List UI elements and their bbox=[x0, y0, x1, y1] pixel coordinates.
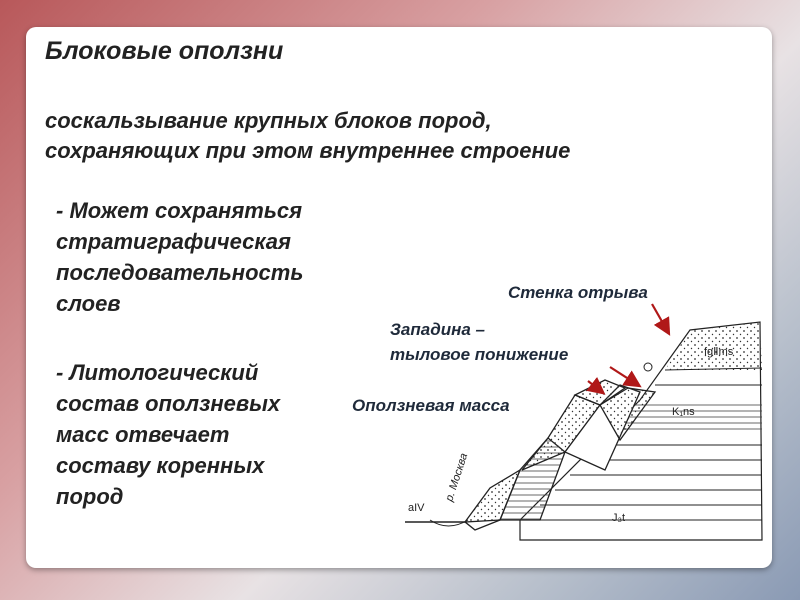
slide-title: Блоковые оползни bbox=[45, 37, 284, 65]
bullet-line: пород bbox=[56, 484, 124, 509]
label-mass: Оползневая масса bbox=[352, 396, 510, 415]
bullet-line: составу коренных bbox=[56, 453, 265, 478]
river-valley bbox=[405, 520, 500, 530]
bullet-line: состав оползневых bbox=[56, 391, 281, 416]
label-wall: Стенка отрыва bbox=[508, 283, 648, 302]
label-depression-2: тыловое понижение bbox=[390, 345, 569, 364]
label-j3: J₃t bbox=[612, 512, 626, 524]
subtitle-line-1: соскальзывание крупных блоков пород, bbox=[45, 108, 492, 133]
depression-arrow bbox=[610, 367, 638, 385]
bullet-line: - Литологический bbox=[56, 360, 259, 385]
bullet-line: стратиграфическая bbox=[56, 229, 291, 254]
bullet-line: слоев bbox=[56, 291, 121, 316]
wall-arrow bbox=[652, 304, 668, 332]
label-aiv: aIV bbox=[408, 502, 425, 514]
label-fg: fgⅡms bbox=[704, 346, 734, 358]
bullet-line: масс отвечает bbox=[56, 422, 230, 447]
label-depression-1: Западина – bbox=[390, 320, 486, 339]
label-river: р. Москва bbox=[443, 451, 471, 503]
label-k1: K₁ns bbox=[672, 406, 695, 418]
bullet-line: - Может сохраняться bbox=[56, 198, 303, 223]
bullet-line: последовательность bbox=[56, 260, 304, 285]
subtitle-line-2: сохраняющих при этом внутреннее строение bbox=[45, 138, 571, 163]
person-icon bbox=[644, 363, 652, 371]
